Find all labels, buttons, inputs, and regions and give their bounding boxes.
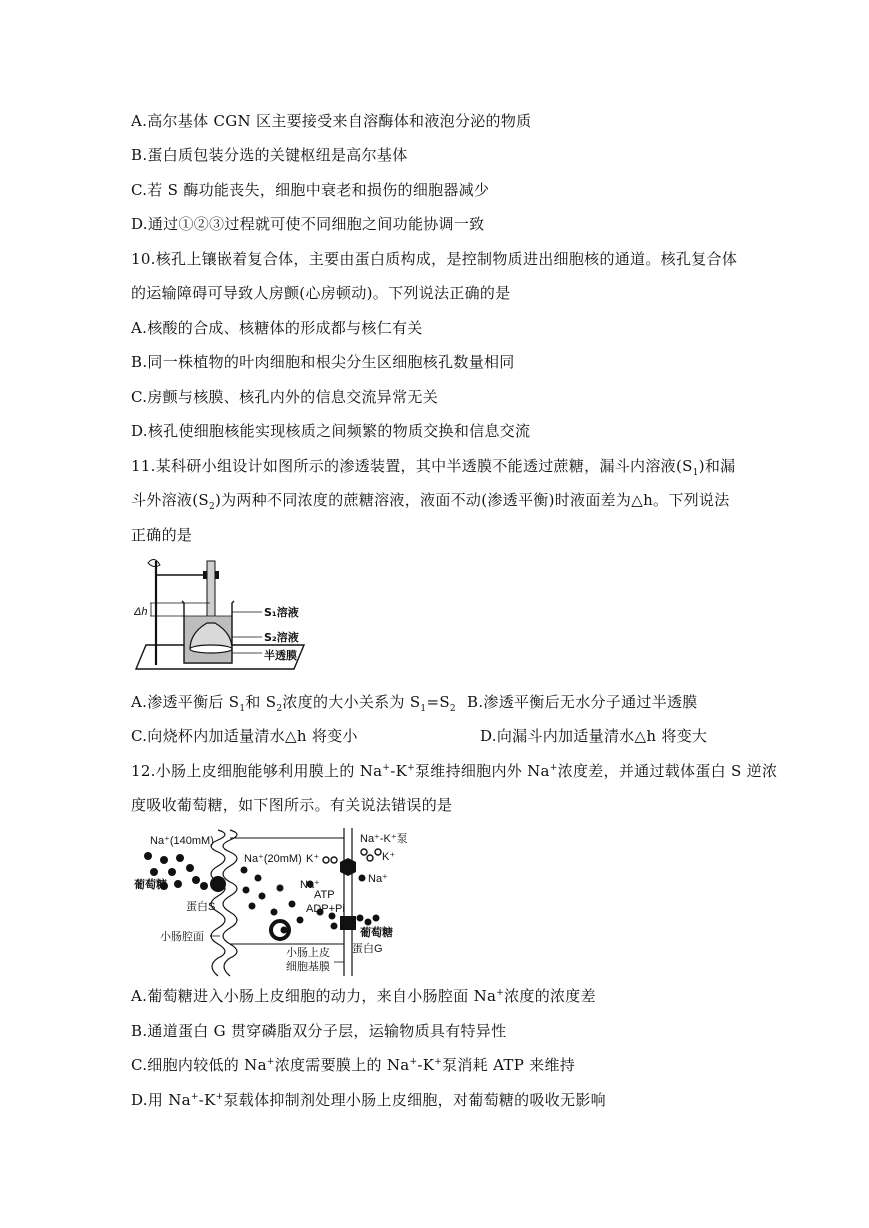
q10-option-c: C.房颤与核膜、核孔内外的信息交流异常无关 [131, 388, 439, 406]
delta-h-label: Δh [134, 606, 148, 618]
na-plus-label-inner: Na⁺ [300, 879, 320, 891]
q12-option-a: A.葡萄糖进入小肠上皮细胞的动力，来自小肠腔面 Na+浓度的浓度差 [131, 987, 596, 1005]
q9-option-a: A.高尔基体 CGN 区主要接受来自溶酶体和液泡分泌的物质 [131, 112, 532, 130]
q12-option-b: B.通道蛋白 G 贯穿磷脂双分子层，运输物质具有特异性 [131, 1022, 507, 1040]
q11-option-a: A.渗透平衡后 $S_1$和 $S_2$浓度的大小关系为 $S_1=S_2$ [131, 693, 456, 714]
na-k-pump-label: Na⁺-K⁺泵 [360, 833, 408, 845]
q11-stem-line1: 11.某科研小组设计如图所示的渗透装置，其中半透膜不能透过蔗糖，漏斗内溶液$(S_1)$和漏 [131, 457, 736, 478]
atp-label: ATP [314, 889, 335, 901]
protein-s-label: 蛋白S [186, 901, 216, 913]
osmosis-apparatus-figure [134, 553, 314, 683]
q12-stem-line1: 12.小肠上皮细胞能够利用膜上的 Na+-K+泵维持细胞内外 Na+浓度差，并通过载体蛋白 S 逆浓 [131, 762, 778, 780]
na-inside-label: Na⁺(20mM) [244, 853, 302, 865]
q12-stem-line2: 度吸收葡萄糖，如下图所示。有关说法错误的是 [131, 796, 453, 814]
protein-s [210, 876, 226, 892]
basal-label-line1: 小肠上皮 [286, 947, 330, 959]
basal-label-line2: 细胞基膜 [286, 961, 330, 973]
glucose-label-left: 葡萄糖 [134, 878, 167, 891]
q11-option-d: D.向漏斗内加适量清水△h 将变大 [480, 727, 708, 745]
q12-option-d: D.用 Na+-K+泵载体抑制剂处理小肠上皮细胞，对葡萄糖的吸收无影响 [131, 1091, 606, 1109]
q10-option-d: D.核孔使细胞核能实现核质之间频繁的物质交换和信息交流 [131, 422, 531, 440]
semipermeable-membrane [190, 645, 232, 653]
q12-option-c: C.细胞内较低的 Na+浓度需要膜上的 Na+-K+泵消耗 ATP 来维持 [131, 1056, 576, 1074]
k-plus-label-2: K⁺ [382, 851, 396, 863]
protein-g-label: 蛋白G [352, 943, 383, 955]
q10-option-a: A.核酸的合成、核糖体的形成都与核仁有关 [131, 319, 423, 337]
s1-label: S₁溶液 [264, 606, 299, 619]
q10-option-b: B.同一株植物的叶肉细胞和根尖分生区细胞核孔数量相同 [131, 353, 515, 371]
lumen-membrane-inner [223, 830, 237, 976]
na-outside-label: Na⁺(140mM) [150, 835, 214, 847]
intestinal-cell-transport-figure [134, 826, 412, 978]
q10-stem-line2: 的运输障碍可导致人房颤(心房顿动)。下列说法正确的是 [131, 284, 511, 302]
q9-option-d: D.通过①②③过程就可使不同细胞之间功能协调一致 [131, 215, 485, 233]
clamp-knob [148, 559, 160, 566]
protein-g [340, 916, 356, 930]
na-k-pump [340, 858, 356, 876]
membrane-label: 半透膜 [264, 649, 297, 662]
cell-na-dots [241, 867, 324, 934]
adp-label: ADP+Pi [306, 903, 345, 915]
lumen-label: 小肠腔面 [160, 931, 204, 943]
q11-option-c: C.向烧杯内加适量清水△h 将变小 [131, 727, 358, 745]
q11-option-b: B.渗透平衡后无水分子通过半透膜 [467, 693, 698, 711]
na-plus-label-right: Na⁺ [368, 873, 388, 885]
q10-stem-line1: 10.核孔上镶嵌着复合体，主要由蛋白质构成，是控制物质进出细胞核的通道。核孔复合体 [131, 250, 738, 268]
q11-stem-line3: 正确的是 [131, 526, 193, 544]
s2-label: S₂溶液 [264, 631, 299, 644]
k-plus-label: K⁺ [306, 853, 320, 865]
q9-option-c: C.若 S 酶功能丧失，细胞中衰老和损伤的细胞器减少 [131, 181, 490, 199]
q11-stem-line2: 斗外溶液$(S_2)$为两种不同浓度的蔗糖溶液，液面不动(渗透平衡)时液面差为△h。下列说法 [131, 491, 730, 512]
glucose-label-right: 葡萄糖 [360, 926, 393, 939]
q9-option-b: B.蛋白质包装分选的关键枢纽是高尔基体 [131, 146, 408, 164]
